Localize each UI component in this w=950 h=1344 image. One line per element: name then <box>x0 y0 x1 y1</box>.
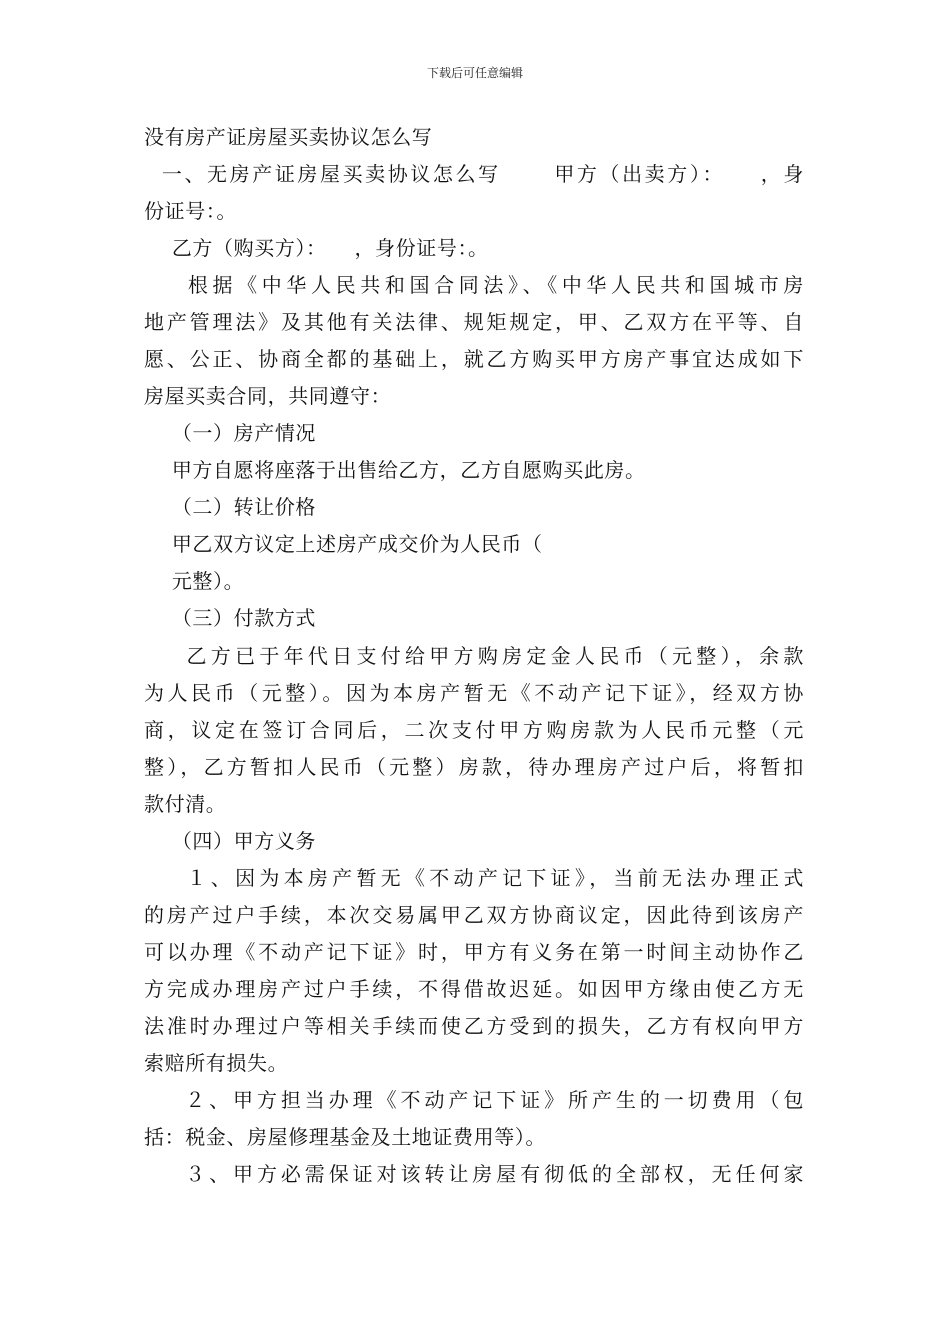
document-title: 没有房产证房屋买卖协议怎么写 <box>144 125 433 149</box>
paragraph-line: 房屋买卖合同，共同遵守： <box>144 384 392 408</box>
paragraph-line: 一、无房产证房屋买卖协议怎么写 甲方（出卖方）： ，身 <box>144 162 804 186</box>
paragraph-line: 愿、公正、协商全都的基础上，就乙方购买甲方房产事宜达成如下 <box>144 347 804 371</box>
paragraph-line: 款付清。 <box>144 792 227 816</box>
paragraph-line: 元整）。 <box>144 569 245 593</box>
paragraph-line: 为人民币（元整）。因为本房产暂无《不动产记下证》，经双方协 <box>144 681 804 705</box>
paragraph-line: １、因为本房产暂无《不动产记下证》，当前无法办理正式 <box>144 866 804 890</box>
section-heading: （一）房产情况 <box>144 421 317 445</box>
paragraph-line: 份证号：。 <box>144 199 237 223</box>
paragraph-line: 商，议定在签订合同后，二次支付甲方购房款为人民币元整（元 <box>144 718 804 742</box>
paragraph-line: 括：税金、房屋修理基金及土地证费用等）。 <box>144 1125 546 1149</box>
paragraph-line: 方完成办理房产过户手续，不得借故迟延。如因甲方缘由使乙方无 <box>144 977 804 1001</box>
paragraph-line: ３、甲方必需保证对该转让房屋有彻低的全部权，无任何家 <box>144 1162 804 1186</box>
paragraph-line: 可以办理《不动产记下证》时，甲方有义务在第一时间主动协作乙 <box>144 940 804 964</box>
paragraph-line: 索赔所有损失。 <box>144 1051 289 1075</box>
paragraph-line: 地产管理法》及其他有关法律、规矩规定，甲、乙双方在平等、自 <box>144 310 804 334</box>
paragraph-line: 乙方（购买方）： ，身份证号：。 <box>144 236 489 260</box>
paragraph-line: 甲方自愿将座落于出售给乙方，乙方自愿购买此房。 <box>144 458 646 482</box>
paragraph-line: 法准时办理过户等相关手续而使乙方受到的损失，乙方有权向甲方 <box>144 1014 804 1038</box>
paragraph-line: 乙方已于年代日支付给甲方购房定金人民币（元整），余款 <box>144 644 804 668</box>
section-heading: （三）付款方式 <box>144 606 317 630</box>
page-header: 下载后可任意编辑 <box>426 66 523 80</box>
paragraph-line: 的房产过户手续，本次交易属甲乙双方协商议定，因此待到该房产 <box>144 903 804 927</box>
paragraph-line: 根据《中华人民共和国合同法》、《中华人民共和国城市房 <box>144 273 804 297</box>
section-heading: （二）转让价格 <box>144 495 317 519</box>
paragraph-line: ２、甲方担当办理《不动产记下证》所产生的一切费用（包 <box>144 1088 804 1112</box>
paragraph-line: 甲乙双方议定上述房产成交价为人民币（ <box>144 532 543 556</box>
section-heading: （四）甲方义务 <box>144 829 317 853</box>
paragraph-line: 整），乙方暂扣人民币（元整）房款，待办理房产过户后，将暂扣 <box>144 755 804 779</box>
